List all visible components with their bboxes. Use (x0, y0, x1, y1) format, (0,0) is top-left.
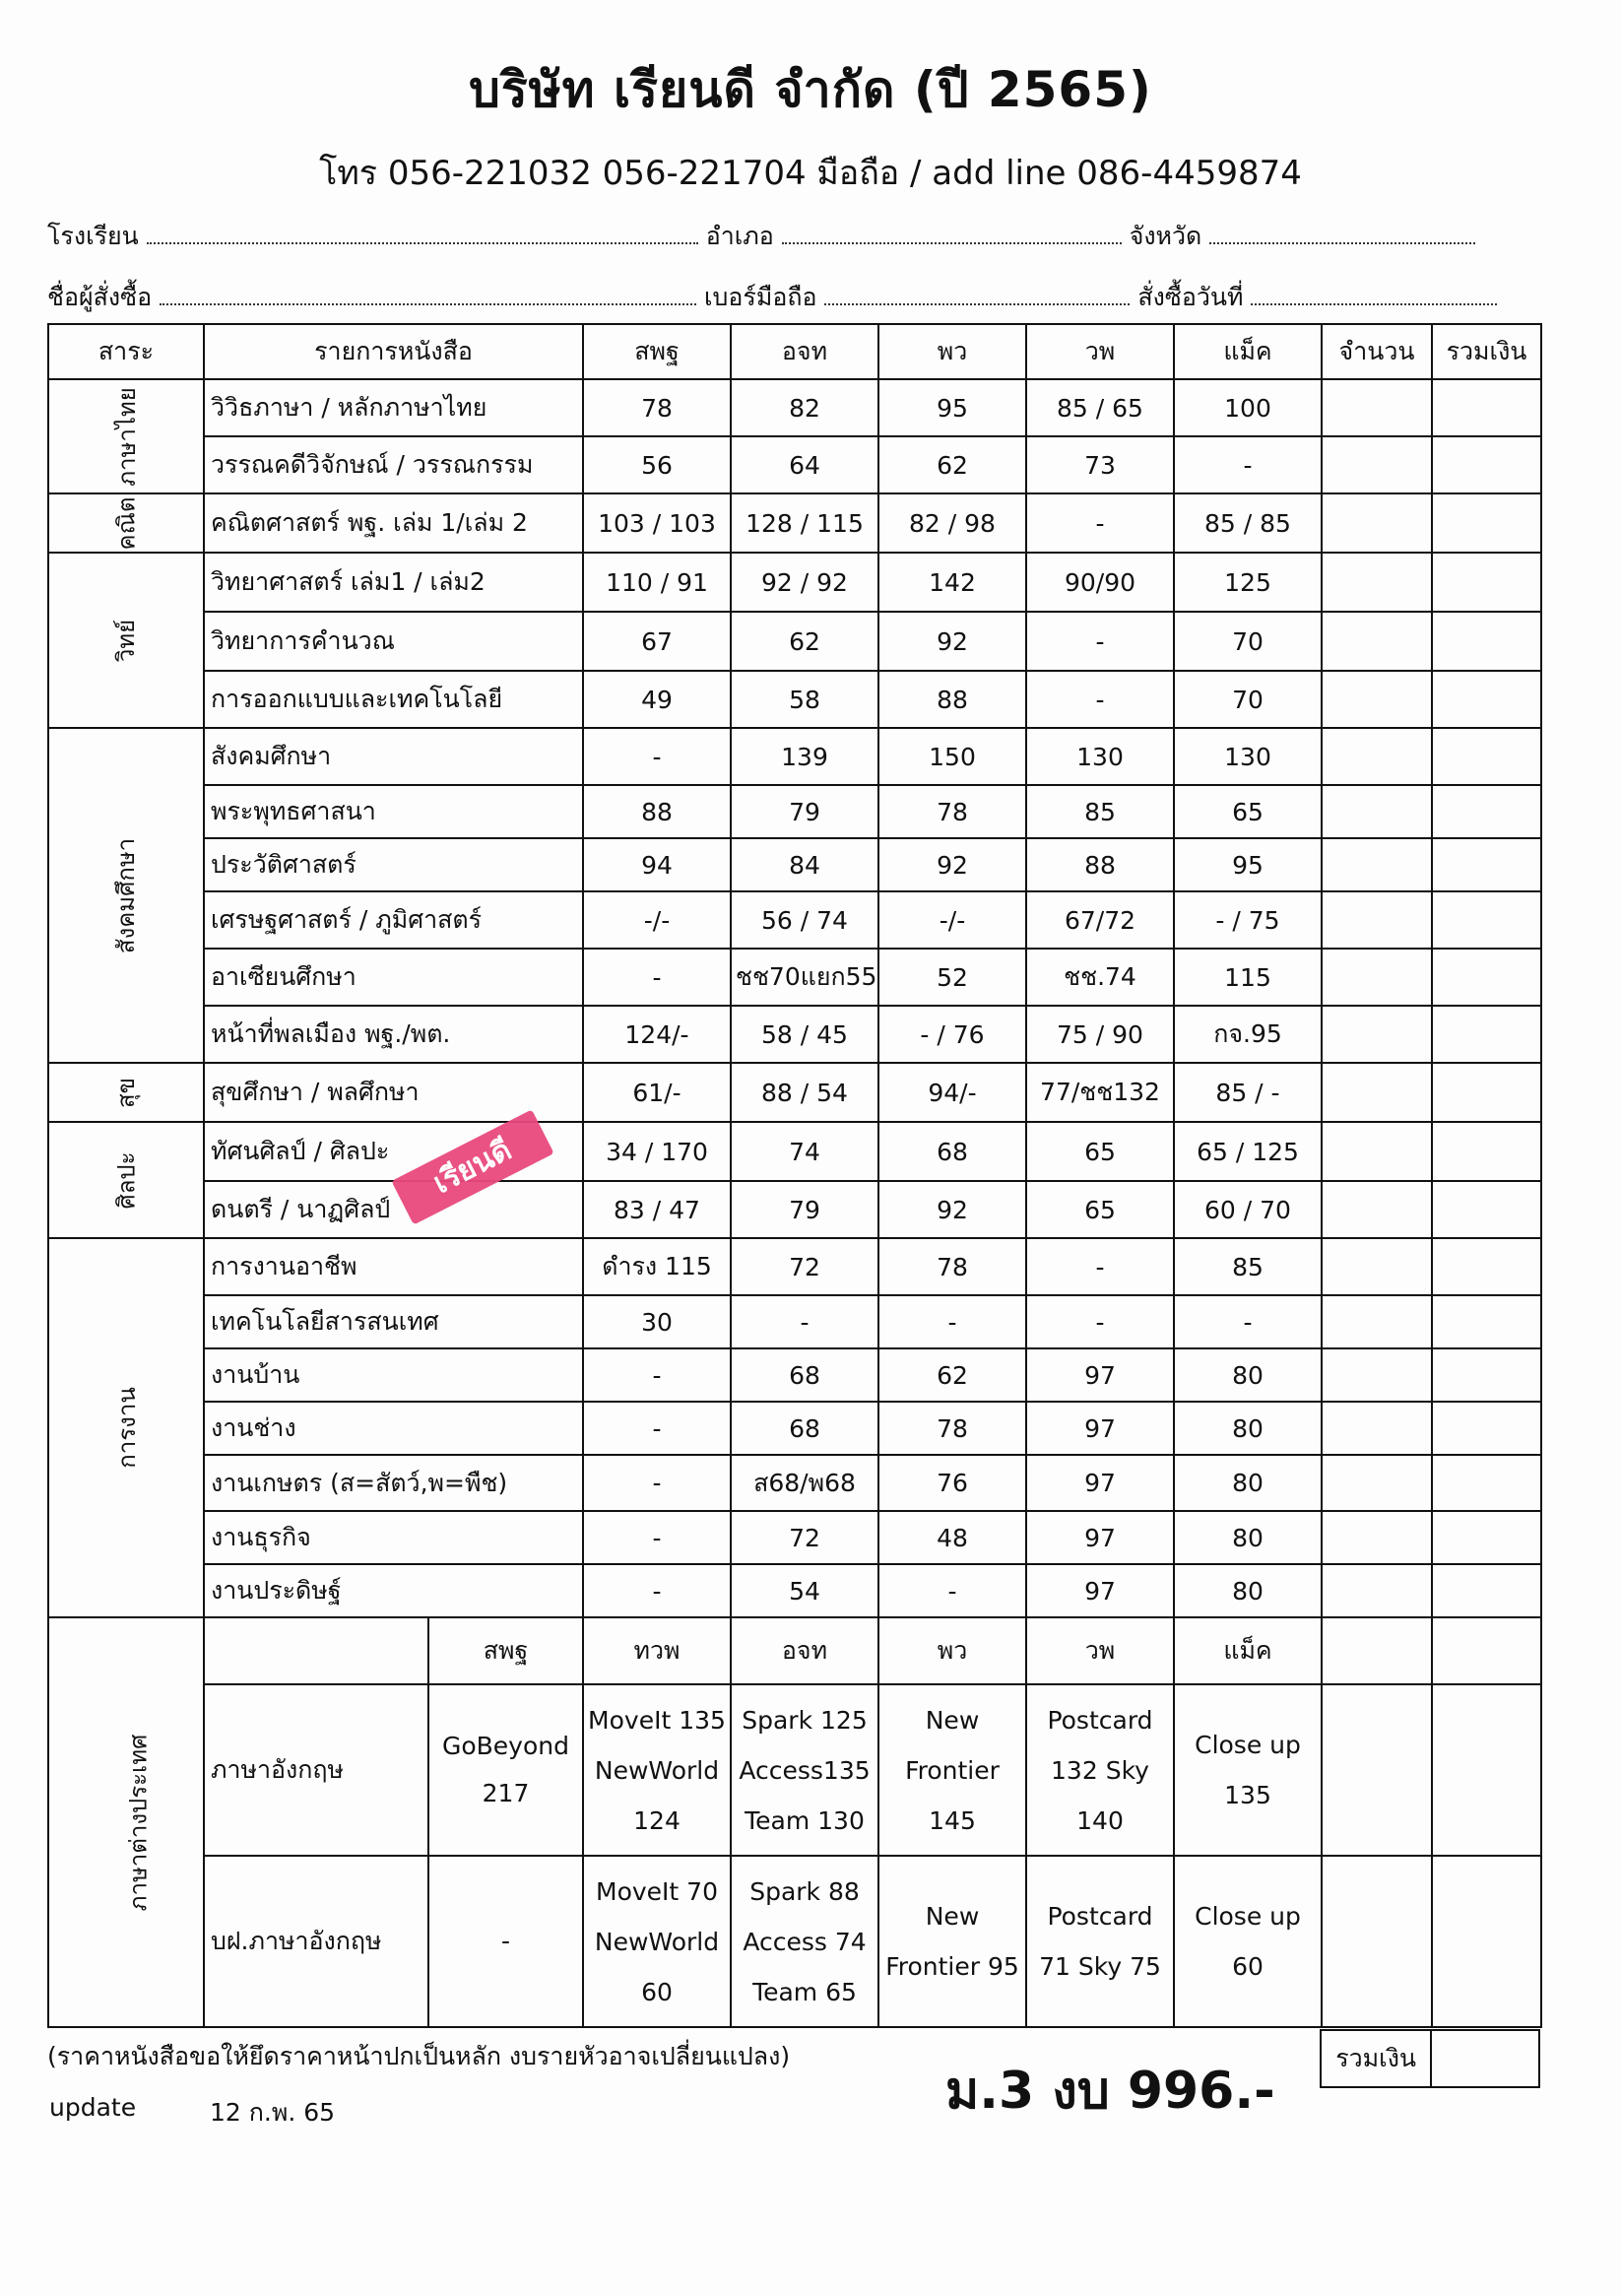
price-cell: - (583, 1455, 731, 1511)
price-note: (ราคาหนังสือขอให้ยึดราคาหน้าปกเป็นหลัก งบรายหัวอาจเปลี่ยนแปลง) (47, 2042, 791, 2070)
price-table (47, 323, 1542, 2028)
table-row (48, 1122, 1541, 1181)
subject-label: ภาษาต่างประเทศ (124, 1734, 153, 1911)
price-cell: 67 (583, 612, 731, 671)
table-row (48, 1006, 1541, 1063)
price-cell: New Frontier 145 (878, 1684, 1026, 1856)
price-cell: 130 (1174, 728, 1322, 785)
book-name: งานบ้าน (204, 1348, 583, 1402)
foreign-header-row (48, 1617, 1541, 1684)
price-cell: ดำรง 115 (583, 1238, 731, 1295)
price-cell: - (583, 1402, 731, 1455)
price-cell: 78 (583, 379, 731, 436)
price-cell: -/- (878, 891, 1026, 949)
table-row (48, 436, 1541, 493)
province-field[interactable] (1209, 225, 1475, 244)
price-cell: 85 / - (1174, 1063, 1322, 1122)
price-cell: 95 (1174, 838, 1322, 891)
price-cell: New Frontier 95 (878, 1856, 1026, 2027)
amount-cell[interactable] (1432, 1063, 1541, 1122)
book-name: พระพุทธศาสนา (204, 785, 583, 838)
price-cell: 97 (1026, 1348, 1174, 1402)
total-field[interactable] (1431, 2030, 1539, 2087)
column-header: วพ (1026, 1617, 1174, 1684)
price-cell: 92 (878, 1181, 1026, 1238)
book-name: ประวัติศาสตร์ (204, 838, 583, 891)
price-cell: 62 (731, 612, 878, 671)
price-cell: 65 / 125 (1174, 1122, 1322, 1181)
price-cell: ชช.74 (1026, 949, 1174, 1006)
price-cell: - (500, 1927, 511, 1955)
price-cell: 64 (731, 436, 878, 493)
quantity-cell[interactable] (1322, 891, 1432, 949)
price-cell: 68 (731, 1348, 878, 1402)
subject-label: การงาน (112, 1387, 141, 1469)
quantity-cell[interactable] (1322, 1006, 1432, 1063)
quantity-cell[interactable] (1322, 1564, 1432, 1617)
book-name: บฝ.ภาษาอังกฤษ (205, 1857, 429, 2026)
price-cell: 62 (878, 436, 1026, 493)
book-name: วรรณคดีวิจักษณ์ / วรรณกรรม (204, 436, 583, 493)
book-name: สุขศึกษา / พลศึกษา (204, 1063, 583, 1122)
table-row (48, 1402, 1541, 1455)
quantity-cell[interactable] (1322, 1181, 1432, 1238)
amount-cell[interactable] (1432, 1684, 1541, 1856)
subject-cell (48, 1238, 204, 1617)
price-cell: 85 / 65 (1026, 379, 1174, 436)
price-cell: 77/ชช132 (1026, 1063, 1174, 1122)
update-date: 12 ก.พ. 65 (210, 2098, 336, 2127)
price-cell: 67/72 (1026, 891, 1174, 949)
price-cell: 85 (1174, 1238, 1322, 1295)
price-cell: 150 (878, 728, 1026, 785)
price-cell: - (1026, 1238, 1174, 1295)
book-name: ทัศนศิลป์ / ศิลปะ (204, 1122, 583, 1181)
book-name: งานเกษตร (ส=สัตว์,พ=พืช) (204, 1455, 583, 1511)
price-cell: 56 / 74 (731, 891, 878, 949)
quantity-cell[interactable] (1322, 1856, 1432, 2027)
column-header: อจท (731, 324, 878, 379)
price-cell: 76 (878, 1455, 1026, 1511)
subject-label: สังคมศึกษา (112, 837, 141, 953)
subject-label: ภาษาไทย (112, 386, 141, 487)
price-cell: 78 (878, 1238, 1026, 1295)
price-cell: 103 / 103 (583, 493, 731, 553)
table-row (48, 1564, 1541, 1617)
book-name: อาเซียนศึกษา (204, 949, 583, 1006)
price-cell: 62 (878, 1348, 1026, 1402)
price-cell: 79 (731, 785, 878, 838)
quantity-cell[interactable] (1322, 1617, 1432, 1684)
price-cell: Close up 60 (1174, 1856, 1322, 2027)
total-label: รวมเงิน (1321, 2030, 1431, 2087)
price-cell: 97 (1026, 1511, 1174, 1564)
price-cell: Spark 125 Access135 Team 130 (731, 1684, 878, 1856)
table-row (48, 728, 1541, 785)
price-cell: 100 (1174, 379, 1322, 436)
price-cell: 92 / 92 (731, 553, 878, 612)
quantity-cell[interactable] (1322, 949, 1432, 1006)
price-cell: - (583, 1511, 731, 1564)
quantity-cell[interactable] (1322, 493, 1432, 553)
amount-cell[interactable] (1432, 436, 1541, 493)
table-row (48, 949, 1541, 1006)
table-row (48, 379, 1541, 436)
table-row (48, 1684, 1541, 1856)
price-cell: Close up 135 (1174, 1684, 1322, 1856)
price-cell: 56 (583, 436, 731, 493)
price-cell: 34 / 170 (583, 1122, 731, 1181)
quantity-cell[interactable] (1322, 1063, 1432, 1122)
price-cell: -/- (583, 891, 731, 949)
foreign-name-header (204, 1617, 583, 1684)
amount-cell[interactable] (1432, 1006, 1541, 1063)
price-cell: - / 75 (1174, 891, 1322, 949)
price-cell: 97 (1026, 1402, 1174, 1455)
subject-cell (48, 728, 204, 1063)
subject-cell (48, 493, 204, 553)
table-row (48, 612, 1541, 671)
book-name: งานประดิษฐ์ (204, 1564, 583, 1617)
book-name: เศรษฐศาสตร์ / ภูมิศาสตร์ (204, 891, 583, 949)
district-label: อำเภอ (705, 222, 774, 250)
quantity-cell[interactable] (1322, 728, 1432, 785)
price-cell: 97 (1026, 1455, 1174, 1511)
quantity-cell[interactable] (1322, 1511, 1432, 1564)
column-header: ทวพ (583, 1617, 731, 1684)
blank-cell (205, 1618, 429, 1683)
book-name: สังคมศึกษา (204, 728, 583, 785)
quantity-cell[interactable] (1322, 1684, 1432, 1856)
amount-cell[interactable] (1432, 891, 1541, 949)
price-cell: - (583, 1348, 731, 1402)
price-cell: 124/- (583, 1006, 731, 1063)
table-row (48, 1348, 1541, 1402)
amount-cell[interactable] (1432, 949, 1541, 1006)
company-title: บริษัท เรียนดี จำกัด (ปี 2565) (469, 61, 1152, 118)
price-cell: 73 (1026, 436, 1174, 493)
price-cell: Postcard 71 Sky 75 (1026, 1856, 1174, 2027)
price-cell: 125 (1174, 553, 1322, 612)
price-cell: 142 (878, 553, 1026, 612)
amount-cell[interactable] (1432, 1402, 1541, 1455)
price-cell: MoveIt 135 NewWorld 124 (583, 1684, 731, 1856)
quantity-cell[interactable] (1322, 379, 1432, 436)
price-cell: 75 / 90 (1026, 1006, 1174, 1063)
school-field[interactable] (147, 225, 698, 244)
quantity-cell[interactable] (1322, 838, 1432, 891)
amount-cell[interactable] (1432, 1295, 1541, 1348)
price-cell: - (1174, 436, 1322, 493)
table-row (48, 671, 1541, 728)
price-cell: 110 / 91 (583, 553, 731, 612)
price-cell: 49 (583, 671, 731, 728)
price-cell: 78 (878, 785, 1026, 838)
column-header: สาระ (48, 324, 204, 379)
book-name: ดนตรี / นาฏศิลป์ (204, 1181, 583, 1238)
table-row (48, 1238, 1541, 1295)
price-cell: 48 (878, 1511, 1026, 1564)
book-name: ภาษาอังกฤษ (205, 1685, 429, 1855)
price-cell: - (1026, 1295, 1174, 1348)
subject-cell (48, 379, 204, 493)
book-name: คณิตศาสตร์ พฐ. เล่ม 1/เล่ม 2 (204, 493, 583, 553)
table-row (48, 785, 1541, 838)
column-header: รายการหนังสือ (204, 324, 583, 379)
quantity-cell[interactable] (1322, 612, 1432, 671)
form-row-school (47, 217, 1475, 256)
price-cell: 80 (1174, 1348, 1322, 1402)
price-cell: 54 (731, 1564, 878, 1617)
column-header: สพฐ (483, 1636, 529, 1665)
order-date-label: สั่งซื้อวันที่ (1137, 283, 1244, 311)
province-label: จังหวัด (1129, 222, 1202, 250)
price-cell: 115 (1174, 949, 1322, 1006)
buyer-field[interactable] (160, 286, 696, 305)
price-cell: 94 (583, 838, 731, 891)
price-cell: 80 (1174, 1511, 1322, 1564)
table-row (48, 1455, 1541, 1511)
amount-cell[interactable] (1432, 1181, 1541, 1238)
price-cell: 88 (878, 671, 1026, 728)
quantity-cell[interactable] (1322, 1122, 1432, 1181)
book-name: งานธุรกิจ (204, 1511, 583, 1564)
book-name: หน้าที่พลเมือง พฐ./พต. (204, 1006, 583, 1063)
column-header: พว (878, 1617, 1026, 1684)
amount-cell[interactable] (1432, 1856, 1541, 2027)
price-cell: 70 (1174, 612, 1322, 671)
table-header-row (48, 324, 1541, 379)
price-cell: 80 (1174, 1564, 1322, 1617)
book-name: การงานอาชีพ (204, 1238, 583, 1295)
price-cell: 139 (731, 728, 878, 785)
price-cell: 65 (1026, 1181, 1174, 1238)
table-row (48, 1063, 1541, 1122)
price-cell: Postcard 132 Sky 140 (1026, 1684, 1174, 1856)
column-header: สพฐ (583, 324, 731, 379)
table-row (48, 1181, 1541, 1238)
price-cell: - (583, 728, 731, 785)
price-cell: 88 / 54 (731, 1063, 878, 1122)
column-header: อจท (731, 1617, 878, 1684)
price-cell: 85 (1026, 785, 1174, 838)
subject-cell (48, 1063, 204, 1122)
price-cell: Spark 88 Access 74 Team 65 (731, 1856, 878, 2027)
table-row (48, 1511, 1541, 1564)
book-name: วิทยาการคำนวณ (204, 612, 583, 671)
price-cell: MoveIt 70 NewWorld 60 (583, 1856, 731, 2027)
table-row (48, 838, 1541, 891)
price-cell: - (878, 1564, 1026, 1617)
price-cell: - (1026, 493, 1174, 553)
column-header: รวมเงิน (1432, 324, 1541, 379)
price-cell: - (1174, 1295, 1322, 1348)
price-cell: - (1026, 612, 1174, 671)
book-name: เทคโนโลยีสารสนเทศ (204, 1295, 583, 1348)
price-cell: 52 (878, 949, 1026, 1006)
subject-cell (48, 553, 204, 728)
price-cell: 84 (731, 838, 878, 891)
quantity-cell[interactable] (1322, 436, 1432, 493)
price-cell: 92 (878, 612, 1026, 671)
book-name: วิทยาศาสตร์ เล่ม1 / เล่ม2 (204, 553, 583, 612)
price-cell: 72 (731, 1238, 878, 1295)
price-cell: 130 (1026, 728, 1174, 785)
price-cell: 85 / 85 (1174, 493, 1322, 553)
price-cell: 80 (1174, 1402, 1322, 1455)
amount-cell[interactable] (1432, 1617, 1541, 1684)
amount-cell[interactable] (1432, 671, 1541, 728)
book-name-cell (204, 1856, 583, 2027)
price-cell: 88 (1026, 838, 1174, 891)
price-cell: ส68/พ68 (731, 1455, 878, 1511)
price-cell: - (583, 1564, 731, 1617)
total-box (1320, 2029, 1540, 2088)
price-cell: 79 (731, 1181, 878, 1238)
school-label: โรงเรียน (47, 222, 139, 250)
price-cell: 82 (731, 379, 878, 436)
price-cell: 90/90 (1026, 553, 1174, 612)
amount-cell[interactable] (1432, 728, 1541, 785)
column-header: วพ (1026, 324, 1174, 379)
price-cell: 94/- (878, 1063, 1026, 1122)
table-row (48, 553, 1541, 612)
column-header: พว (878, 324, 1026, 379)
contact-phones: โทร 056-221032 056-221704 มือถือ / add line 086-4459874 (319, 154, 1302, 193)
price-cell: 60 / 70 (1174, 1181, 1322, 1238)
amount-cell[interactable] (1432, 1238, 1541, 1295)
price-cell: 70 (1174, 671, 1322, 728)
table-row (48, 493, 1541, 553)
form-row-buyer (47, 278, 1497, 317)
district-field[interactable] (782, 225, 1122, 244)
table-row (48, 1856, 1541, 2027)
subject-label: คณิต (112, 496, 141, 550)
quantity-cell[interactable] (1322, 1455, 1432, 1511)
table-row (48, 891, 1541, 949)
price-cell: 95 (878, 379, 1026, 436)
book-name: งานช่าง (204, 1402, 583, 1455)
price-cell: 88 (583, 785, 731, 838)
amount-cell[interactable] (1432, 1564, 1541, 1617)
subject-label: ศิลปะ (112, 1150, 141, 1210)
buyer-label: ชื่อผู้สั่งซื้อ (47, 283, 153, 311)
price-cell: 61/- (583, 1063, 731, 1122)
price-cell: GoBeyond 217 (441, 1732, 569, 1807)
price-cell: - / 76 (878, 1006, 1026, 1063)
price-cell: - (878, 1295, 1026, 1348)
order-date-field[interactable] (1251, 286, 1497, 305)
price-cell: 83 / 47 (583, 1181, 731, 1238)
book-name: การออกแบบและเทคโนโลยี (204, 671, 583, 728)
price-cell: - (731, 1295, 878, 1348)
price-cell: 58 / 45 (731, 1006, 878, 1063)
amount-cell[interactable] (1432, 1122, 1541, 1181)
amount-cell[interactable] (1432, 379, 1541, 436)
budget-text: ม.3 งบ 996.- (945, 2062, 1275, 2121)
quantity-cell[interactable] (1322, 1348, 1432, 1402)
price-cell: กจ.95 (1174, 1006, 1322, 1063)
mobile-label: เบอร์มือถือ (704, 283, 817, 311)
quantity-cell[interactable] (1322, 785, 1432, 838)
price-cell: 68 (731, 1402, 878, 1455)
update-label: update (49, 2093, 137, 2122)
price-cell: 97 (1026, 1564, 1174, 1617)
price-cell: 68 (878, 1122, 1026, 1181)
amount-cell[interactable] (1432, 493, 1541, 553)
amount-cell[interactable] (1432, 1455, 1541, 1511)
quantity-cell[interactable] (1322, 1402, 1432, 1455)
price-cell: ชช70แยก55 (731, 949, 878, 1006)
table-row (48, 1295, 1541, 1348)
mobile-field[interactable] (824, 286, 1130, 305)
book-name-cell (204, 1684, 583, 1856)
price-cell: 65 (1174, 785, 1322, 838)
amount-cell[interactable] (1432, 553, 1541, 612)
rianndee-stamp: เรียนดี (391, 1109, 553, 1224)
amount-cell[interactable] (1432, 785, 1541, 838)
quantity-cell[interactable] (1322, 671, 1432, 728)
quantity-cell[interactable] (1322, 553, 1432, 612)
price-cell: 74 (731, 1122, 878, 1181)
price-cell: 92 (878, 838, 1026, 891)
column-header: แม็ค (1174, 324, 1322, 379)
quantity-cell[interactable] (1322, 1295, 1432, 1348)
price-cell: 65 (1026, 1122, 1174, 1181)
subject-cell (48, 1122, 204, 1238)
subject-label: สุข (112, 1077, 141, 1108)
amount-cell[interactable] (1432, 612, 1541, 671)
price-cell: - (583, 949, 731, 1006)
subject-cell (48, 1617, 204, 2027)
amount-cell[interactable] (1432, 1348, 1541, 1402)
price-cell: - (1026, 671, 1174, 728)
column-header: จำนวน (1322, 324, 1432, 379)
book-name: วิวิธภาษา / หลักภาษาไทย (204, 379, 583, 436)
price-cell: 72 (731, 1511, 878, 1564)
price-cell: 78 (878, 1402, 1026, 1455)
column-header: แม็ค (1174, 1617, 1322, 1684)
price-cell: 80 (1174, 1455, 1322, 1511)
price-cell: 82 / 98 (878, 493, 1026, 553)
price-cell: 30 (583, 1295, 731, 1348)
price-cell: 128 / 115 (731, 493, 878, 553)
amount-cell[interactable] (1432, 1511, 1541, 1564)
price-cell: 58 (731, 671, 878, 728)
subject-label: วิทย์ (112, 619, 141, 662)
amount-cell[interactable] (1432, 838, 1541, 891)
quantity-cell[interactable] (1322, 1238, 1432, 1295)
